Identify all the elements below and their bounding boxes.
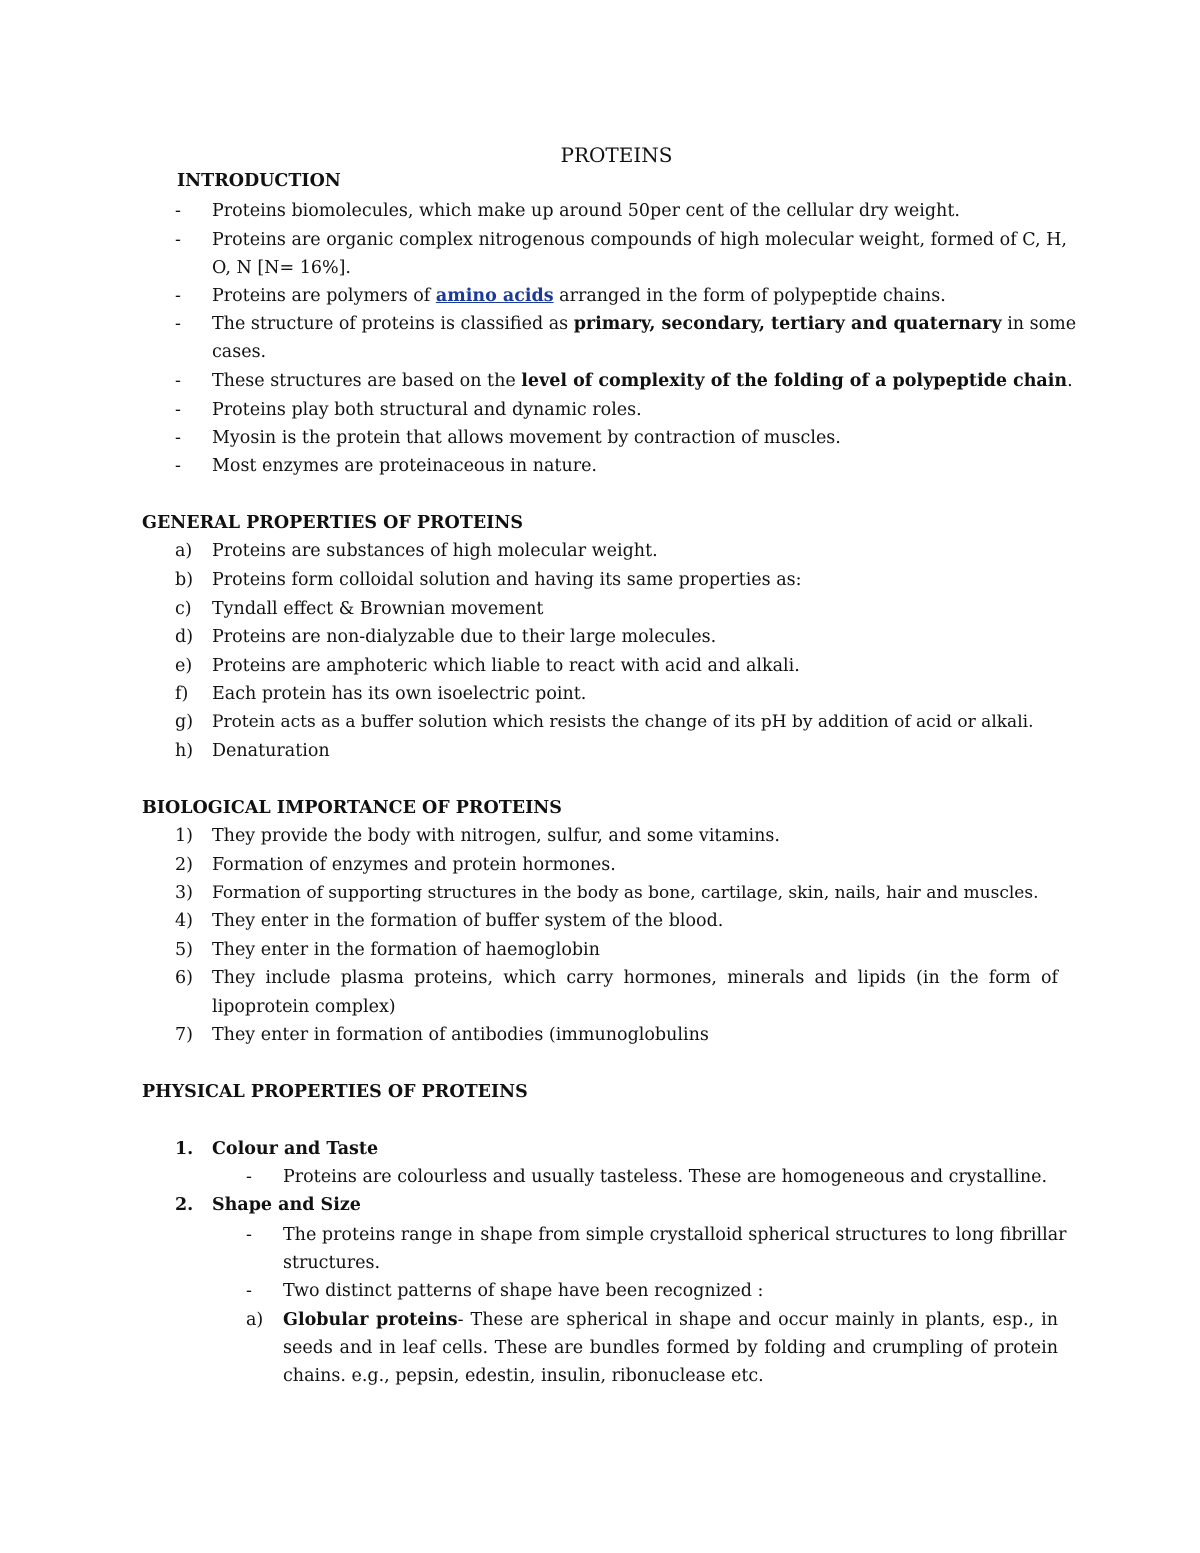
- physical-properties-heading: PHYSICAL PROPERTIES OF PROTEINS: [142, 1082, 528, 1102]
- list-marker: 5): [175, 940, 193, 960]
- list-item-continuation: seeds and in leaf cells. These are bundles formed by folding and crumpling of protein: [283, 1338, 1058, 1358]
- biological-importance-heading: BIOLOGICAL IMPORTANCE OF PROTEINS: [142, 798, 562, 818]
- bullet-dash: -: [175, 428, 181, 448]
- list-item: [212, 367, 1073, 396]
- section-number: 2.: [175, 1195, 194, 1215]
- list-item-text: The structure of proteins is classified as: [212, 314, 574, 334]
- list-item-text: These structures are based on the: [212, 371, 522, 391]
- list-item: Proteins biomolecules, which make up around 50per cent of the cellular dry weight.: [212, 201, 960, 221]
- list-item: Proteins form colloidal solution and having its same properties as:: [212, 570, 802, 590]
- list-item: They enter in the formation of buffer system of the blood.: [212, 911, 724, 931]
- list-item-text: arranged in the form of polypeptide chains.: [553, 286, 946, 306]
- list-item-continuation: O, N [N= 16%].: [212, 258, 351, 278]
- list-item: They provide the body with nitrogen, sulfur, and some vitamins.: [212, 826, 780, 846]
- shape-size-heading: Shape and Size: [212, 1195, 361, 1215]
- list-marker: c): [175, 599, 192, 619]
- list-marker: 6): [175, 968, 193, 988]
- list-item: Denaturation: [212, 741, 330, 761]
- list-marker: h): [175, 741, 194, 761]
- list-item: [212, 282, 946, 311]
- list-marker: d): [175, 627, 194, 647]
- bullet-dash: -: [175, 314, 181, 334]
- list-item: [283, 1306, 1058, 1335]
- introduction-heading: INTRODUCTION: [177, 171, 341, 191]
- list-item-continuation: cases.: [212, 342, 267, 362]
- list-item: Formation of supporting structures in the body as bone, cartilage, skin, nails, hair and muscles.: [212, 883, 1039, 903]
- list-item-continuation: structures.: [283, 1253, 381, 1273]
- list-item: Tyndall effect & Brownian movement: [212, 599, 544, 619]
- list-item: [212, 310, 1077, 339]
- bold-text: primary, secondary, tertiary and quaternary: [573, 314, 1002, 334]
- list-item-text: in some: [1001, 314, 1077, 334]
- list-item: Proteins are substances of high molecular weight.: [212, 541, 658, 561]
- list-item: They enter in the formation of haemoglobin: [212, 940, 600, 960]
- list-item-text: .: [1067, 371, 1073, 391]
- list-item: Proteins play both structural and dynamic roles.: [212, 400, 642, 420]
- list-marker: 3): [175, 883, 193, 903]
- list-marker: g): [175, 712, 194, 732]
- list-item: Proteins are organic complex nitrogenous compounds of high molecular weight, formed of C, H,: [212, 230, 1067, 250]
- list-marker: a): [246, 1310, 264, 1330]
- list-item: Two distinct patterns of shape have been recognized :: [283, 1281, 764, 1301]
- list-marker: 2): [175, 855, 193, 875]
- list-item: Most enzymes are proteinaceous in nature.: [212, 456, 597, 476]
- bold-text: Globular proteins: [283, 1310, 458, 1330]
- bullet-dash: -: [175, 371, 181, 391]
- list-item: Myosin is the protein that allows movement by contraction of muscles.: [212, 428, 841, 448]
- list-item: Protein acts as a buffer solution which resists the change of its pH by addition of acid or alkali.: [212, 712, 1034, 732]
- list-item: Formation of enzymes and protein hormones.: [212, 855, 616, 875]
- page-title: PROTEINS: [560, 143, 673, 167]
- bold-text: level of complexity of the folding of a polypeptide chain: [521, 371, 1068, 391]
- bullet-dash: -: [175, 286, 181, 306]
- list-marker: f): [175, 684, 189, 704]
- general-properties-heading: GENERAL PROPERTIES OF PROTEINS: [142, 513, 523, 533]
- colour-taste-heading: Colour and Taste: [212, 1139, 379, 1159]
- list-item: Proteins are amphoteric which liable to react with acid and alkali.: [212, 656, 800, 676]
- bullet-dash: -: [175, 230, 181, 250]
- list-item-continuation: chains. e.g., pepsin, edestin, insulin, ribonuclease etc.: [283, 1366, 764, 1386]
- list-item: Each protein has its own isoelectric point.: [212, 684, 587, 704]
- bullet-dash: -: [246, 1167, 252, 1187]
- section-number: 1.: [175, 1139, 194, 1159]
- bullet-dash: -: [175, 456, 181, 476]
- list-item: Proteins are non-dialyzable due to their large molecules.: [212, 627, 717, 647]
- bullet-dash: -: [175, 201, 181, 221]
- list-marker: e): [175, 656, 193, 676]
- list-item-text: - These are spherical in shape and occur mainly in plants, esp., in: [457, 1310, 1058, 1330]
- list-item: Proteins are colourless and usually tasteless. These are homogeneous and crystalline.: [283, 1167, 1048, 1187]
- bullet-dash: -: [246, 1281, 252, 1301]
- list-item-continuation: lipoprotein complex): [212, 997, 396, 1017]
- list-marker: 7): [175, 1025, 193, 1045]
- list-item: They include plasma proteins, which carry hormones, minerals and lipids (in the form of: [212, 968, 1058, 988]
- list-marker: a): [175, 541, 193, 561]
- list-marker: 4): [175, 911, 193, 931]
- list-item: The proteins range in shape from simple crystalloid spherical structures to long fibrillar: [283, 1225, 1067, 1245]
- bullet-dash: -: [246, 1225, 252, 1245]
- list-item-text: Proteins are polymers of: [212, 286, 436, 306]
- bullet-dash: -: [175, 400, 181, 420]
- list-marker: b): [175, 570, 194, 590]
- list-marker: 1): [175, 826, 193, 846]
- amino-acids-link[interactable]: amino acids: [435, 286, 554, 306]
- list-item: They enter in formation of antibodies (immunoglobulins: [212, 1025, 709, 1045]
